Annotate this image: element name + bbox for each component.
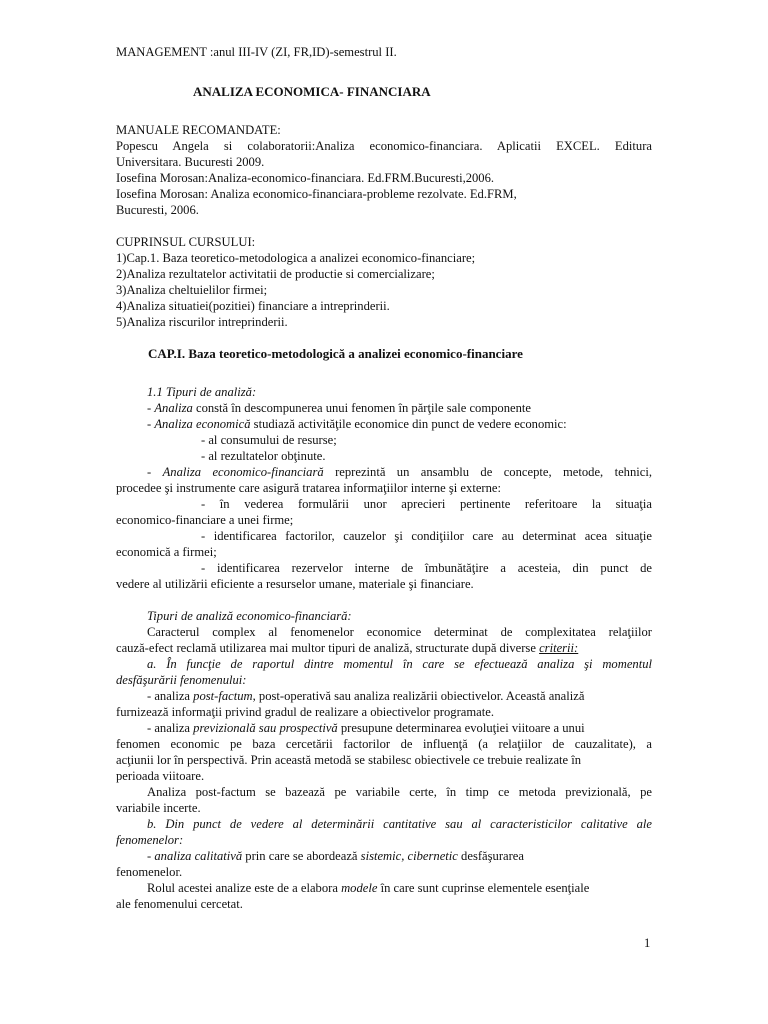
list-item: - identificarea rezervelor interne de îmbunătăţire a acesteia, din punct de [201, 561, 652, 575]
paragraph-line: Caracterul complex al fenomenelor economice determinat de complexitatea relaţiilor [147, 625, 652, 639]
paragraph-line: variabile incerte. [116, 801, 201, 815]
paragraph-line: - analiza post-factum, post-operativă sau analiza realizării obiectivelor. Această analiză [147, 689, 585, 703]
section-heading: Tipuri de analiză economico-financiară: [147, 609, 352, 623]
paragraph-line: - analiza previzională sau prospectivă presupune determinarea evoluţiei viitoare a unui [147, 721, 585, 735]
section-heading: 1.1 Tipuri de analiză: [147, 385, 257, 399]
paragraph-line: economică a firmei; [116, 545, 217, 559]
paragraph-line: fenomenelor. [116, 865, 183, 879]
manual-line: Popescu Angela si colaboratorii:Analiza economico-financiara. Aplicatii EXCEL. Editura [116, 139, 652, 153]
paragraph-line: a. În funcţie de raportul dintre momentul în care se efectuează analiza şi momentul [147, 657, 652, 671]
page-number: 1 [644, 936, 651, 950]
paragraph-line: fenomen economic pe baza cercetării factorilor de influenţă (a relaţiilor de cauzalitate), a [116, 737, 652, 751]
paragraph-line: economico-financiare a unei firme; [116, 513, 294, 527]
paragraph-line: procedee şi instrumente care asigură tratarea informaţiilor interne şi externe: [116, 481, 501, 495]
paragraph-line: Analiza post-factum se bazează pe variabile certe, în timp ce metoda previzională, pe [147, 785, 652, 799]
contents-item: 2)Analiza rezultatelor activitatii de productie si comercializare; [116, 267, 435, 281]
paragraph-line: - Analiza economică studiază activităţile economice din punct de vedere economic: [147, 417, 567, 431]
paragraph-line: desfăşurării fenomenului: [116, 673, 247, 687]
paragraph-line: ale fenomenului cercetat. [116, 897, 243, 911]
paragraph-line: Rolul acestei analize este de a elabora modele în care sunt cuprinse elementele esenţiale [147, 881, 590, 895]
course-header: MANAGEMENT :anul III-IV (ZI, FR,ID)-semestrul II. [116, 45, 397, 59]
manual-line: Bucuresti, 2006. [116, 203, 199, 217]
chapter-title: CAP.I. Baza teoretico-metodologică a analizei economico-financiare [148, 346, 523, 361]
list-item: - în vederea formulării unor aprecieri pertinente referitoare la situaţia [201, 497, 652, 511]
contents-item: 3)Analiza cheltuielilor firmei; [116, 283, 268, 297]
page-content [116, 44, 652, 912]
paragraph-line: - Analiza constă în descompunerea unui fenomen în părţile sale componente [147, 401, 531, 415]
list-item: - al consumului de resurse; [201, 433, 337, 447]
paragraph-line: perioada viitoare. [116, 769, 205, 783]
list-item: - al rezultatelor obţinute. [201, 449, 326, 463]
manual-line: Iosefina Morosan:Analiza-economico-financiara. Ed.FRM.Bucuresti,2006. [116, 171, 495, 185]
paragraph-line: acţiunii lor în perspectivă. Prin această metodă se stabilesc obiectivele ce trebuie realizate în [116, 753, 582, 767]
manual-line: Iosefina Morosan: Analiza economico-financiara-probleme rezolvate. Ed.FRM, [116, 187, 517, 201]
document-title: ANALIZA ECONOMICA- FINANCIARA [193, 84, 431, 99]
paragraph-line: b. Din punct de vedere al determinării cantitative sau al caracteristicilor calitative ale [147, 817, 652, 831]
paragraph-line: furnizează informaţii privind gradul de realizare a obiectivelor programate. [116, 705, 494, 719]
manuals-heading: MANUALE RECOMANDATE: [116, 123, 281, 137]
contents-item: 1)Cap.1. Baza teoretico-metodologica a analizei economico-financiare; [116, 251, 476, 265]
contents-heading: CUPRINSUL CURSULUI: [116, 235, 256, 249]
paragraph-line: fenomenelor: [116, 833, 184, 847]
paragraph-line: cauză-efect reclamă utilizarea mai multor tipuri de analiză, structurate după diverse criterii: [116, 641, 579, 655]
manual-line: Universitara. Bucuresti 2009. [116, 155, 265, 169]
contents-item: 5)Analiza riscurilor intreprinderii. [116, 315, 288, 329]
paragraph-line: - Analiza economico-financiară reprezintă un ansamblu de concepte, metode, tehnici, [147, 465, 653, 479]
contents-item: 4)Analiza situatiei(pozitiei) financiare a intreprinderii. [116, 299, 390, 313]
paragraph-line: - analiza calitativă prin care se abordează sistemic, cibernetic desfăşurarea [147, 849, 524, 863]
paragraph-line: vedere al utilizării eficiente a resurselor umane, materiale şi financiare. [116, 577, 474, 591]
list-item: - identificarea factorilor, cauzelor şi condiţiilor care au determinat acea situaţie [201, 529, 652, 543]
